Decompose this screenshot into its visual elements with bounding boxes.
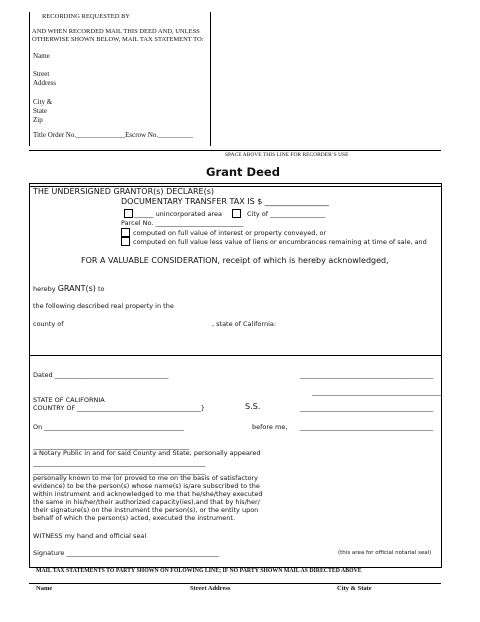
address-label: Address (33, 79, 56, 87)
appeared-blank-1: _____________________________________________________ (33, 459, 206, 467)
unincorporated-checkbox[interactable] (124, 209, 133, 218)
header-left-border (29, 12, 30, 146)
street-label: Street (33, 70, 50, 78)
signature-line-4: _________________________________________ (300, 423, 434, 431)
footer-name-column: Name (36, 585, 53, 592)
grants-to-text: to (97, 285, 105, 293)
city-of-label: City of _________________ (247, 210, 326, 218)
acknowledgment-line-5: their signature(s) on the instrument the person(s), or the entity upon (33, 506, 259, 514)
mail-tax-statement-note: MAIL TAX STATEMENTS TO PARTY SHOWN ON FOLOWING LINE; IF NO PARTY SHOWN MAIL AS DIRECTED ABOVE (36, 568, 362, 574)
before-me-label: before me, (252, 423, 288, 431)
space-above-note: SPACE ABOVE THIS LINE FOR RECORDER’S USE (225, 152, 349, 158)
signature-line-2: ________________________________________ (312, 388, 442, 396)
grantor-declare: THE UNDERSIGNED GRANTOR(s) DECLARE(s) (33, 187, 215, 196)
recording-requested-by: RECORDING REQUESTED BY (42, 13, 131, 20)
footer-city-column: City & State (337, 585, 372, 592)
state-of-california: STATE OF CALIFORNIA (33, 396, 105, 404)
zip-label: Zip (33, 116, 43, 124)
state-label: State (33, 107, 47, 115)
city-checkbox[interactable] (232, 209, 241, 218)
name-label: Name (33, 52, 50, 60)
signature-line-3: _________________________________________ (300, 404, 434, 412)
notary-signature-line: Signature _______________________________________________ (33, 549, 220, 557)
parcel-number: Parcel No. ___________________________ (121, 219, 244, 227)
ss-label: S.S. (245, 402, 261, 411)
signature-line-1: _________________________________________ (300, 371, 434, 379)
unincorporated-label: ______ unincorporated area (134, 210, 222, 218)
title-order-escrow-line: Title Order No.______________Escrow No.__________ (33, 131, 194, 139)
acknowledgment-line-6: behalf of which the person(s) acted, executed the instrument. (33, 514, 236, 522)
witness-text: WITNESS my hand and official seal (33, 532, 147, 540)
acknowledgment-line-4: the same in his/her/their authorized capacity(ies),and that by his/her/ (33, 498, 260, 506)
described-property: the following described real property in the (33, 302, 174, 310)
header-divider (210, 12, 211, 146)
on-date-line: On ___________________________________________ (33, 423, 185, 431)
page-title: Grant Deed (206, 165, 280, 179)
legal-description-divider (29, 355, 441, 356)
notarial-seal-note: (this area for official notarial seal) (338, 550, 432, 556)
less-liens-checkbox[interactable] (121, 237, 130, 246)
mail-to-line (29, 583, 441, 584)
notary-name-blank: ________________________________________________ (33, 442, 189, 450)
acknowledgment-line-3: within instrument and acknowledged to me that he/she/they executed (33, 490, 263, 498)
state-of-california-suffix: , state of California: (212, 320, 277, 328)
consideration-text: FOR A VALUABLE CONSIDERATION, receipt of which is hereby acknowledged, (81, 256, 389, 265)
transfer-tax-line: DOCUMENTARY TRANSFER TAX IS $ ________________ (121, 197, 329, 206)
dated-line: Dated ___________________________________ (33, 371, 169, 379)
mail-instructions-line1: AND WHEN RECORDED MAIL THIS DEED AND, UNLESS (32, 28, 200, 35)
acknowledgment-line-2: evidence) to be the person(s) whose name(s) is/are subscribed to the (33, 482, 260, 490)
recorder-use-line (29, 150, 441, 151)
mail-instructions-line2: OTHERWISE SHOWN BELOW, MAIL TAX STATEMENT TO: (32, 36, 204, 43)
city-label: City & (33, 98, 53, 106)
county-of-label: county of (33, 320, 64, 328)
appeared-blank-2: _____________________________________________________ (33, 467, 206, 475)
country-of-line: COUNTRY OF ______________________________________} (33, 404, 205, 412)
notary-public-text: a Notary Public in and for said County and State, personally appeared (33, 449, 261, 457)
hereby-text: hereby (33, 285, 56, 293)
full-value-checkbox[interactable] (121, 228, 130, 237)
acknowledgment-line-1: personally known to me (or proved to me on the basis of satisfactory (33, 474, 259, 482)
computed-full-value: computed on full value of interest or property conveyed, or (133, 229, 327, 237)
hereby-label (33, 284, 105, 293)
footer-street-column: Street Address (190, 585, 231, 592)
grants-text: GRANT(s) (57, 284, 96, 293)
computed-less-liens: computed on full value less value of liens or encumbrances remaining at time of sale, and (133, 238, 427, 246)
